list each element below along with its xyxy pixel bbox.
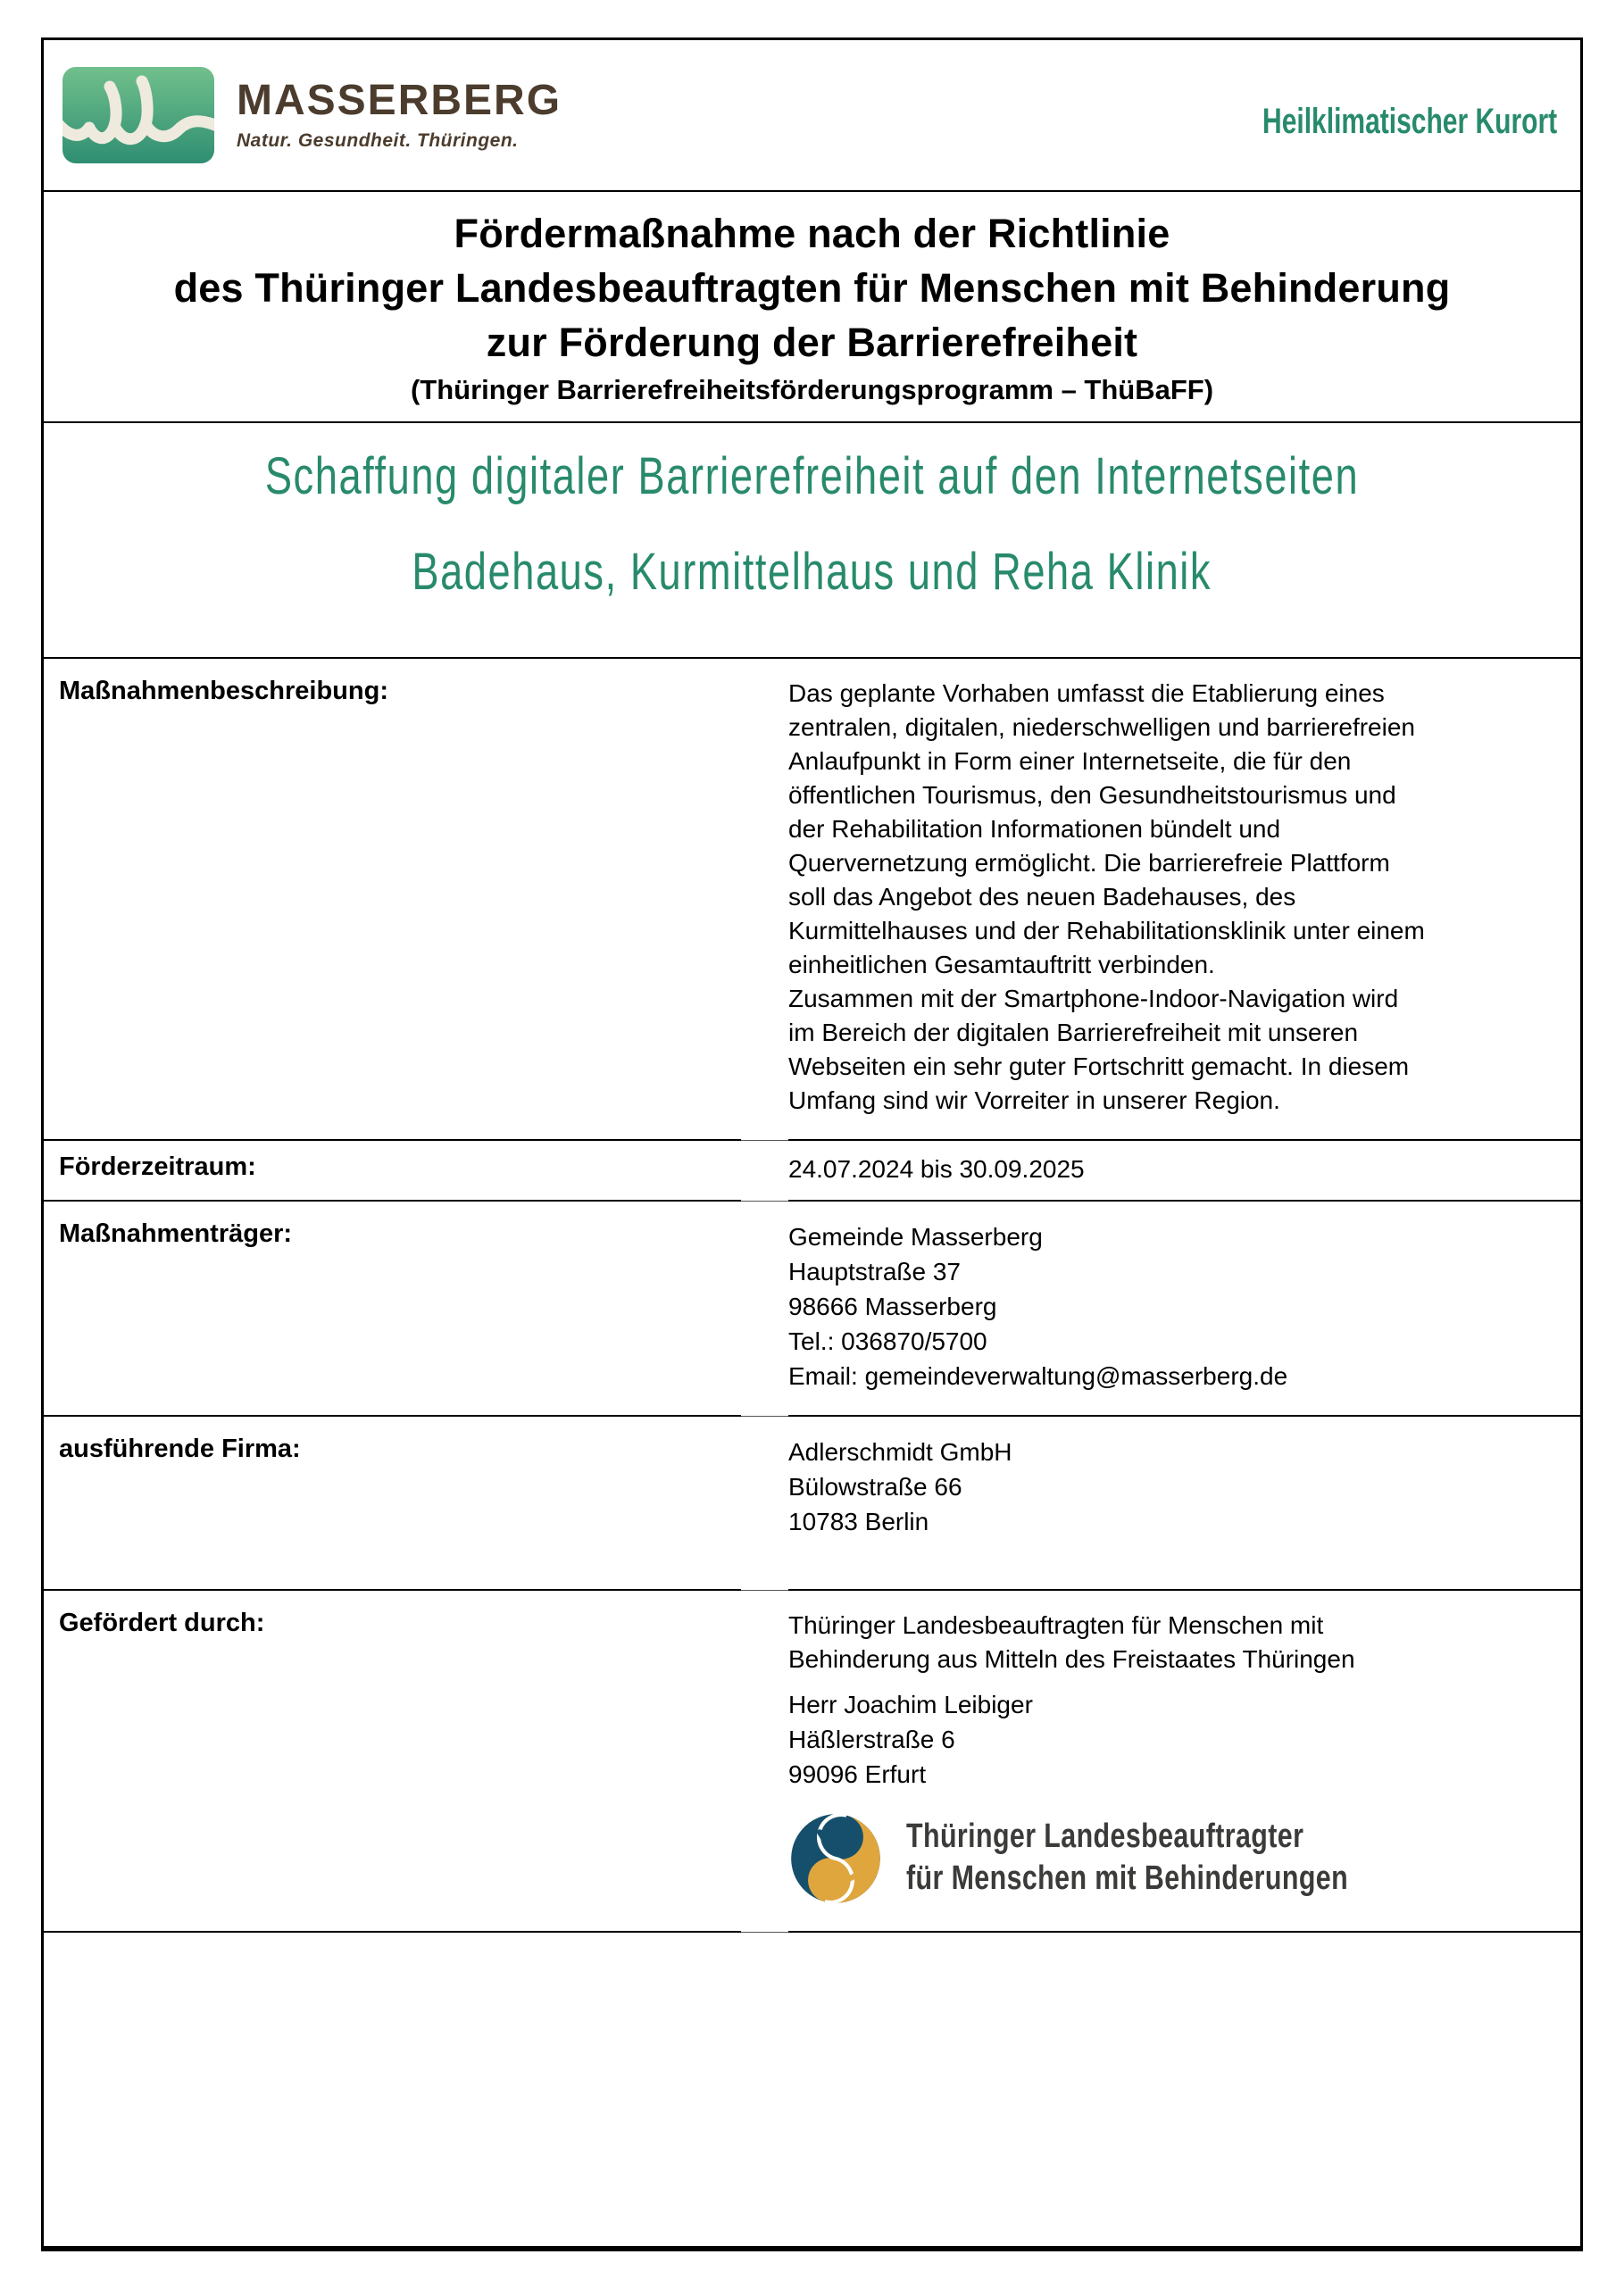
- title-line-1: Fördermaßnahme nach der Richtlinie: [454, 211, 1170, 256]
- funding-contact: [788, 1687, 1570, 1792]
- row-label: ausführende Firma:: [44, 1417, 741, 1591]
- row-label: Maßnahmenbeschreibung:: [44, 659, 741, 1141]
- row-label: Maßnahmenträger:: [44, 1202, 741, 1417]
- subtitle-line-1-text: Schaffung digitaler Barrierefreiheit auf den Internetseiten: [264, 447, 1360, 505]
- caption-line-1: [906, 1817, 1459, 1859]
- row-value: [788, 659, 1580, 1141]
- hands-icon: [788, 1811, 883, 1906]
- subtitle-line-2-text: Badehaus, Kurmittelhaus und Reha Klinik: [412, 543, 1212, 601]
- brand-text: [237, 79, 562, 151]
- brand-tagline: Natur. Gesundheit. Thüringen.: [237, 129, 519, 151]
- row-value: [788, 1417, 1580, 1591]
- title-block: [44, 192, 1580, 423]
- caption-line-2: [906, 1859, 1459, 1901]
- empty-row: [44, 1933, 1580, 2246]
- row-foerderzeitraum: [44, 1141, 1580, 1202]
- column-gap: [741, 1591, 788, 1933]
- subtitle-line-1: [44, 436, 1580, 531]
- landesbeauftragter-logo: [788, 1811, 1570, 1906]
- column-gap: [741, 1417, 788, 1591]
- title-line-4: (Thüringer Barrierefreiheitsförderungsprogramm – ThüBaFF): [410, 374, 1214, 405]
- traeger-name: Gemeinde Masserberg: [788, 1223, 1043, 1251]
- column-gap: [741, 1141, 788, 1202]
- row-ausfuehrende-firma: [44, 1417, 1580, 1591]
- traeger-street: Hauptstraße 37: [788, 1258, 961, 1285]
- row-massnahmentraeger: [44, 1202, 1580, 1417]
- landesbeauftragter-caption: [906, 1817, 1459, 1901]
- kurort-badge: Heilklimatischer Kurort: [1262, 101, 1557, 141]
- funding-source: Thüringer Landesbeauftragten für Menschen mit Behinderung aus Mitteln des Freistaates Thüringen: [788, 1611, 1355, 1673]
- row-label: Gefördert durch:: [44, 1591, 741, 1933]
- row-label: Förderzeitraum:: [44, 1141, 741, 1202]
- caption-line-2-text: für Menschen mit Behinderungen: [906, 1859, 1349, 1897]
- row-value: 24.07.2024 bis 30.09.2025: [788, 1141, 1580, 1202]
- contact-name: Herr Joachim Leibiger: [788, 1691, 1033, 1718]
- firma-city: 10783 Berlin: [788, 1508, 929, 1535]
- description-paragraph-1: Das geplante Vorhaben umfasst die Etablierung eines zentralen, digitalen, niederschwelligen und barrierefreien Anlaufpunkt in Form einer Internetseite, die für den öffentlichen Tourismus, den Gesundheitstourismus und der Rehabilitation Informationen bündelt und Quervernetzung ermöglicht. Die barrierefreie Plattform soll das Angebot des neuen Badehauses, des Kurmittelhauses und der Rehabilitationsklinik unter einem einheitlichen Gesamtauftritt verbinden.: [788, 679, 1425, 978]
- traeger-city: 98666 Masserberg: [788, 1293, 997, 1320]
- firma-street: Bülowstraße 66: [788, 1473, 962, 1501]
- header: [44, 40, 1580, 192]
- title-line-2: des Thüringer Landesbeauftragten für Menschen mit Behinderung: [173, 265, 1451, 311]
- contact-street: Häßlerstraße 6: [788, 1726, 955, 1753]
- row-gefoerdert-durch: [44, 1591, 1580, 1933]
- contact-city: 99096 Erfurt: [788, 1760, 927, 1788]
- title-line-3: zur Förderung der Barrierefreiheit: [486, 320, 1138, 365]
- masserberg-brand: [62, 67, 562, 163]
- document-frame: [41, 37, 1583, 2251]
- row-value: [788, 1202, 1580, 1417]
- subtitle-line-2: [44, 531, 1580, 627]
- caption-line-1-text: Thüringer Landesbeauftragter: [906, 1818, 1304, 1855]
- row-massnahmenbeschreibung: [44, 659, 1580, 1141]
- firma-name: Adlerschmidt GmbH: [788, 1438, 1012, 1466]
- row-value: [788, 1591, 1580, 1933]
- brand-name: MASSERBERG: [237, 77, 562, 125]
- column-gap: [741, 1202, 788, 1417]
- traeger-phone: Tel.: 036870/5700: [788, 1327, 987, 1355]
- masserberg-logo-icon: [62, 67, 215, 163]
- traeger-email: Email: gemeindeverwaltung@masserberg.de: [788, 1362, 1288, 1390]
- column-gap: [741, 659, 788, 1141]
- subtitle-block: [44, 423, 1580, 659]
- description-paragraph-2: Zusammen mit der Smartphone-Indoor-Navigation wird im Bereich der digitalen Barrierefreiheit mit unseren Webseiten ein sehr guter Fortschritt gemacht. In diesem Umfang sind wir Vorreiter in unserer Region.: [788, 985, 1410, 1114]
